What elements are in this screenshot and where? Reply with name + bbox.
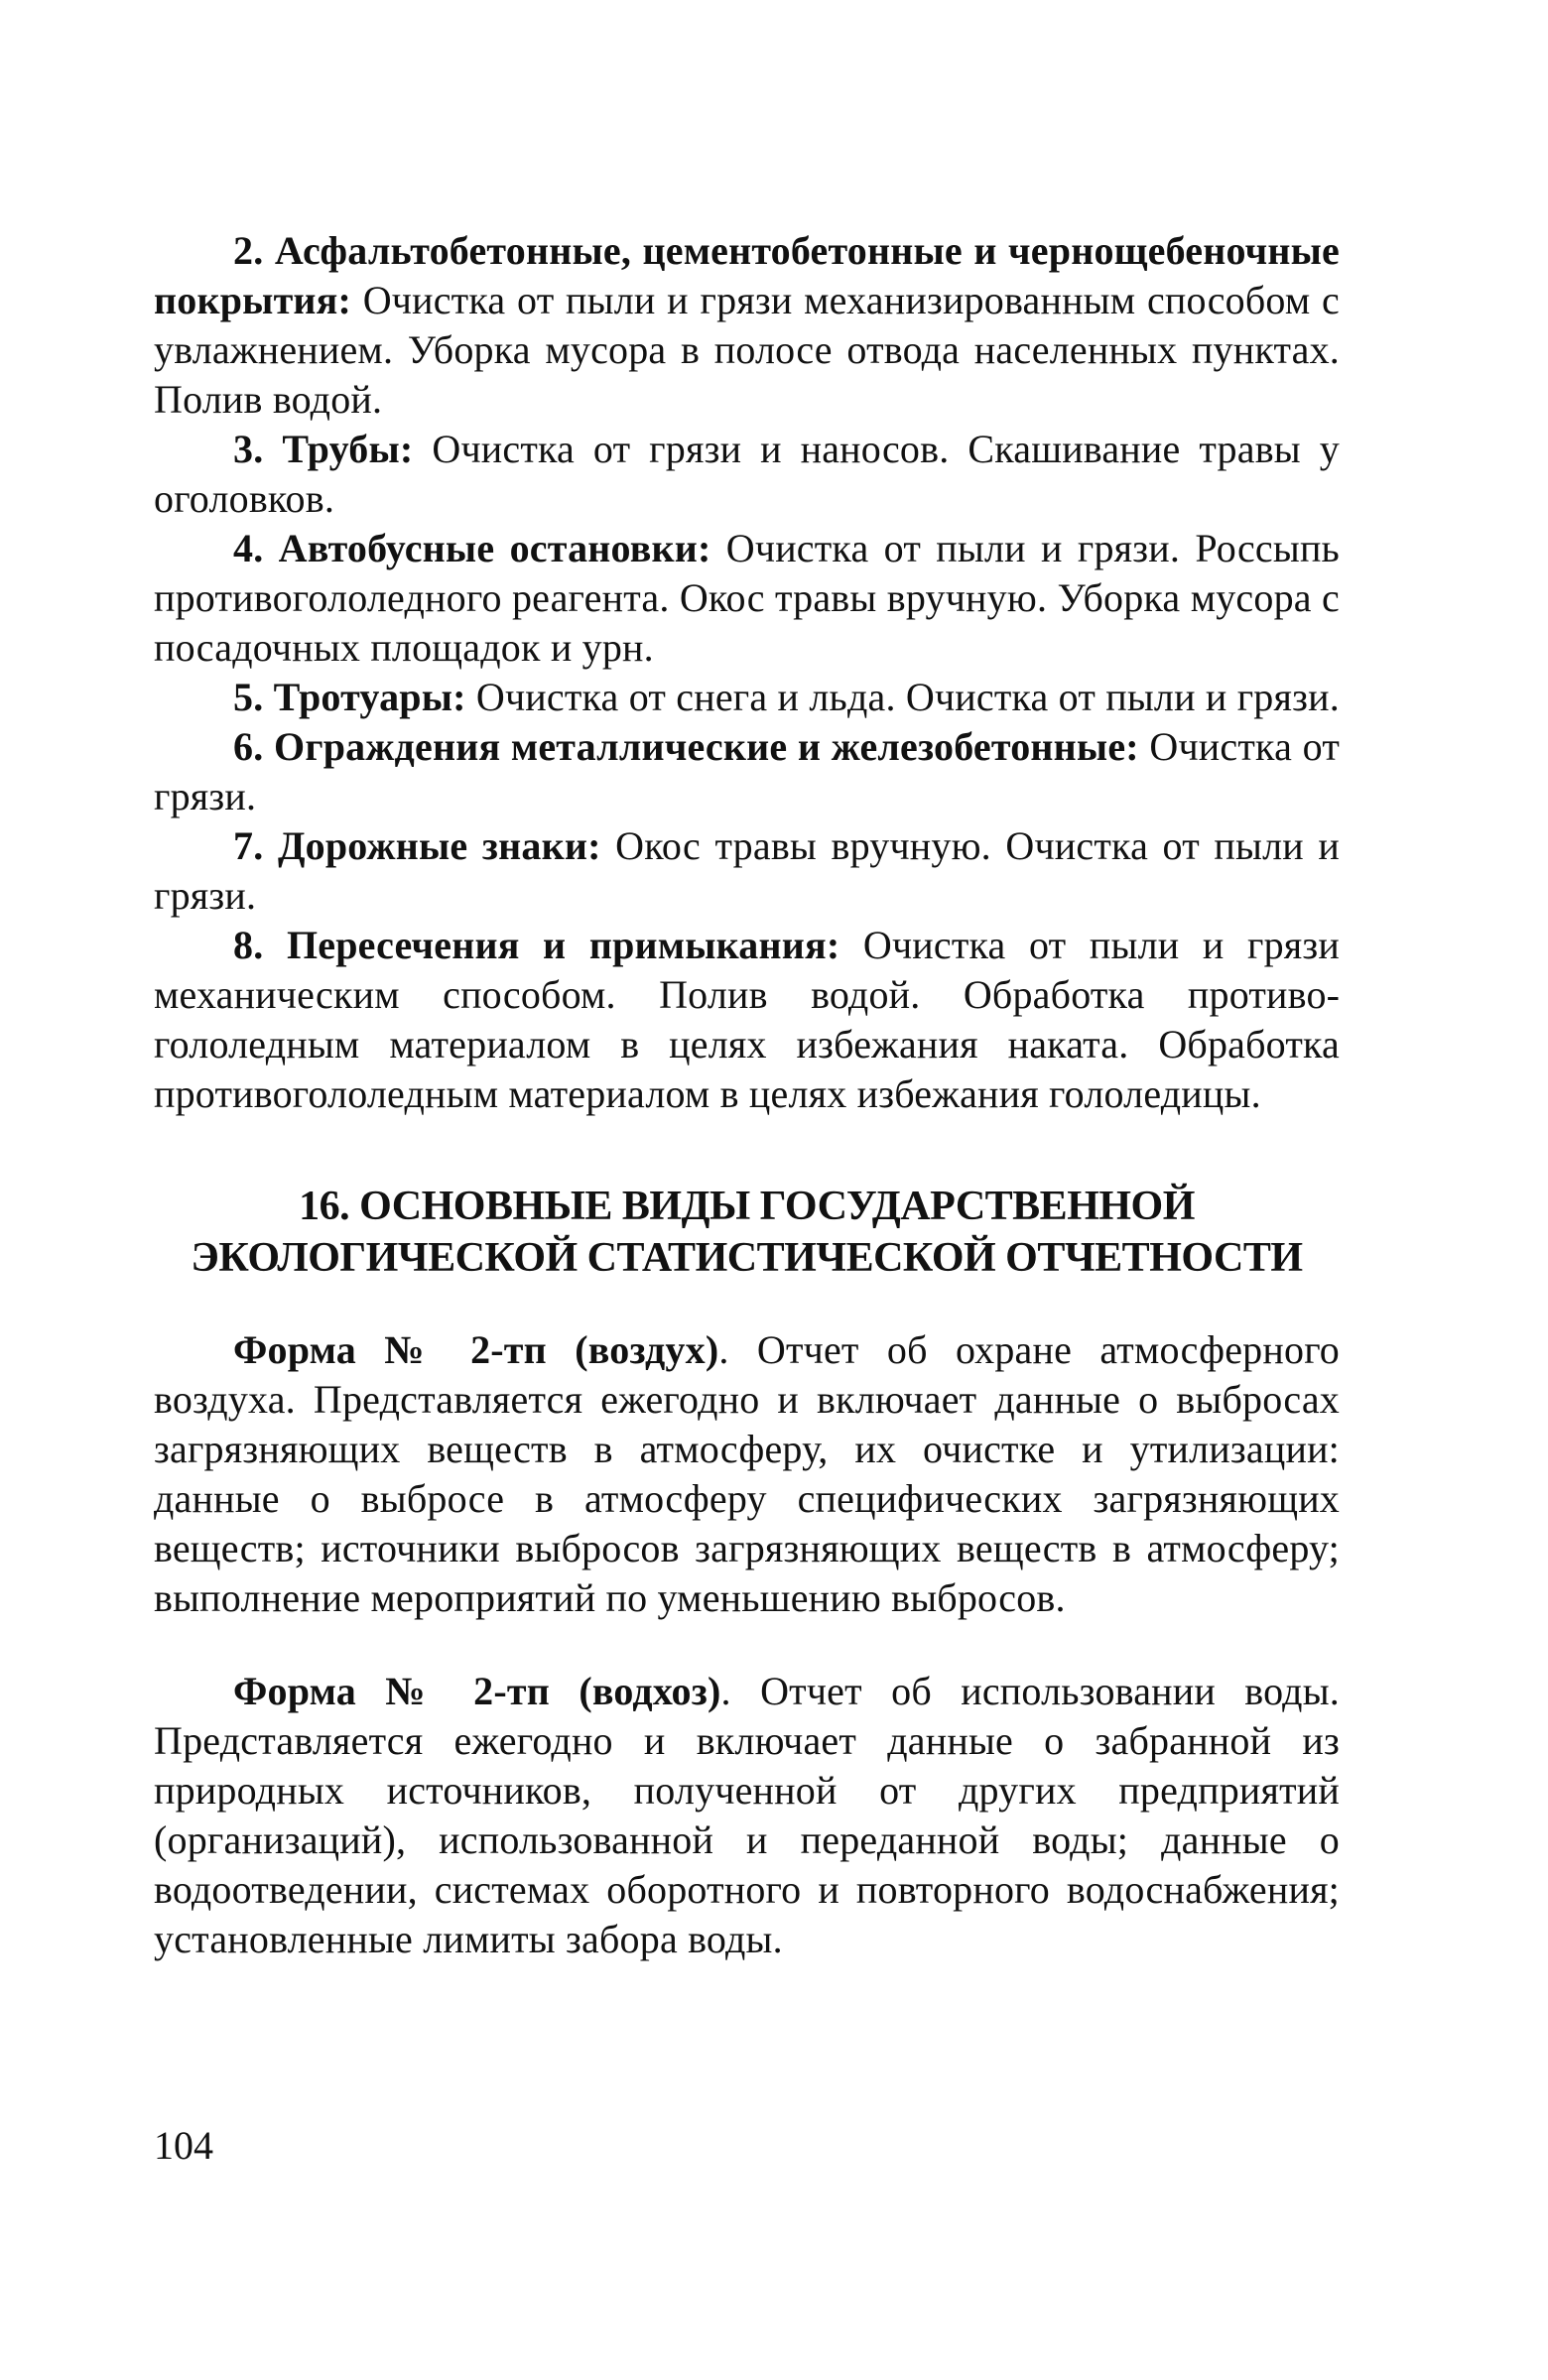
- item-title: Трубы:: [282, 427, 414, 471]
- item-text: Очистка от грязи и наносов. Скашивание травы у оголовков.: [154, 427, 1340, 521]
- item-title: Ограждения металлические и железобетонные:: [274, 724, 1139, 769]
- form-title: Форма № 2-тп (водхоз): [233, 1669, 721, 1713]
- section-heading-line: ЭКОЛОГИЧЕСКОЙ СТАТИСТИЧЕСКОЙ ОТЧЕТНОСТИ: [191, 1235, 1303, 1281]
- page-number: 104: [154, 2123, 213, 2168]
- item-text: Очистка от пыли и грязи. Россыпь противогололедного реагента. Окос травы вручную. Уборка мусора с посадочных площадок и урн.: [154, 526, 1340, 670]
- list-item: [154, 821, 1340, 921]
- list-item: [154, 673, 1340, 722]
- item-number: 8.: [233, 923, 264, 967]
- item-number: 7.: [233, 823, 264, 868]
- item-text: Окос травы вручную. Очистка от пыли и грязи.: [154, 823, 1341, 918]
- list-item: [154, 921, 1340, 1119]
- item-text: Очистка от пыли и грязи механизированным способом с увлажнением. Уборка мусора в полосе отвода населенных пунктах. Полив водой.: [154, 278, 1340, 422]
- list-item: [154, 226, 1340, 425]
- page-body: [154, 226, 1340, 1964]
- list-item: [154, 722, 1340, 821]
- item-title: Тротуары:: [273, 675, 466, 719]
- form-text: . Отчет об охране атмосферного воздуха. Представляется ежегодно и включает данные о выбросах загрязняющих веществ в атмосферу, их очистке и утилизации: данные о выбросе в атмосферу специфических загрязняющих веществ; источники выбросов загрязняющих веществ в атмосферу; выполнение мероприятий по уменьшению выбросов.: [154, 1327, 1340, 1620]
- item-text: Очистка от снега и льда. Очистка от пыли и грязи.: [465, 675, 1340, 719]
- item-title: Пересечения и примыкания:: [286, 923, 840, 967]
- item-number: 2.: [233, 228, 264, 273]
- form-paragraph: [154, 1667, 1340, 1964]
- item-number: 5.: [233, 675, 264, 719]
- item-number: 3.: [233, 427, 264, 471]
- item-number: 6.: [233, 724, 264, 769]
- form-text: . Отчет об использовании воды. Представляется ежегодно и включает данные о забранной из природных источников, полученной от других предприятий (организаций), использованной и переданной воды; данные о водоотведении, системах оборотного и повторного водоснабжения; установленные лимиты забора воды.: [154, 1669, 1340, 1961]
- item-title: Асфальтобетонные, цементобетонные и чернощебеночные покрытия:: [154, 228, 1340, 322]
- item-title: Дорожные знаки:: [277, 823, 601, 868]
- section-heading: [154, 1181, 1340, 1284]
- list-item: [154, 425, 1340, 524]
- list-item: [154, 524, 1340, 673]
- form-paragraph: [154, 1325, 1340, 1623]
- form-title: Форма № 2-тп (воздух): [233, 1327, 719, 1372]
- item-text: Очистка от пыли и грязи механическим способом. Полив водой. Обработка противогололедным материалом в целях избежания наката. Обработка противогололедным материалом в целях избежания гололедицы.: [154, 923, 1341, 1116]
- item-title: Автобусные остановки:: [278, 526, 711, 570]
- item-number: 4.: [233, 526, 264, 570]
- item-text: Очистка от грязи.: [154, 724, 1340, 818]
- section-heading-line: 16. ОСНОВНЫЕ ВИДЫ ГОСУДАРСТВЕННОЙ: [299, 1184, 1195, 1229]
